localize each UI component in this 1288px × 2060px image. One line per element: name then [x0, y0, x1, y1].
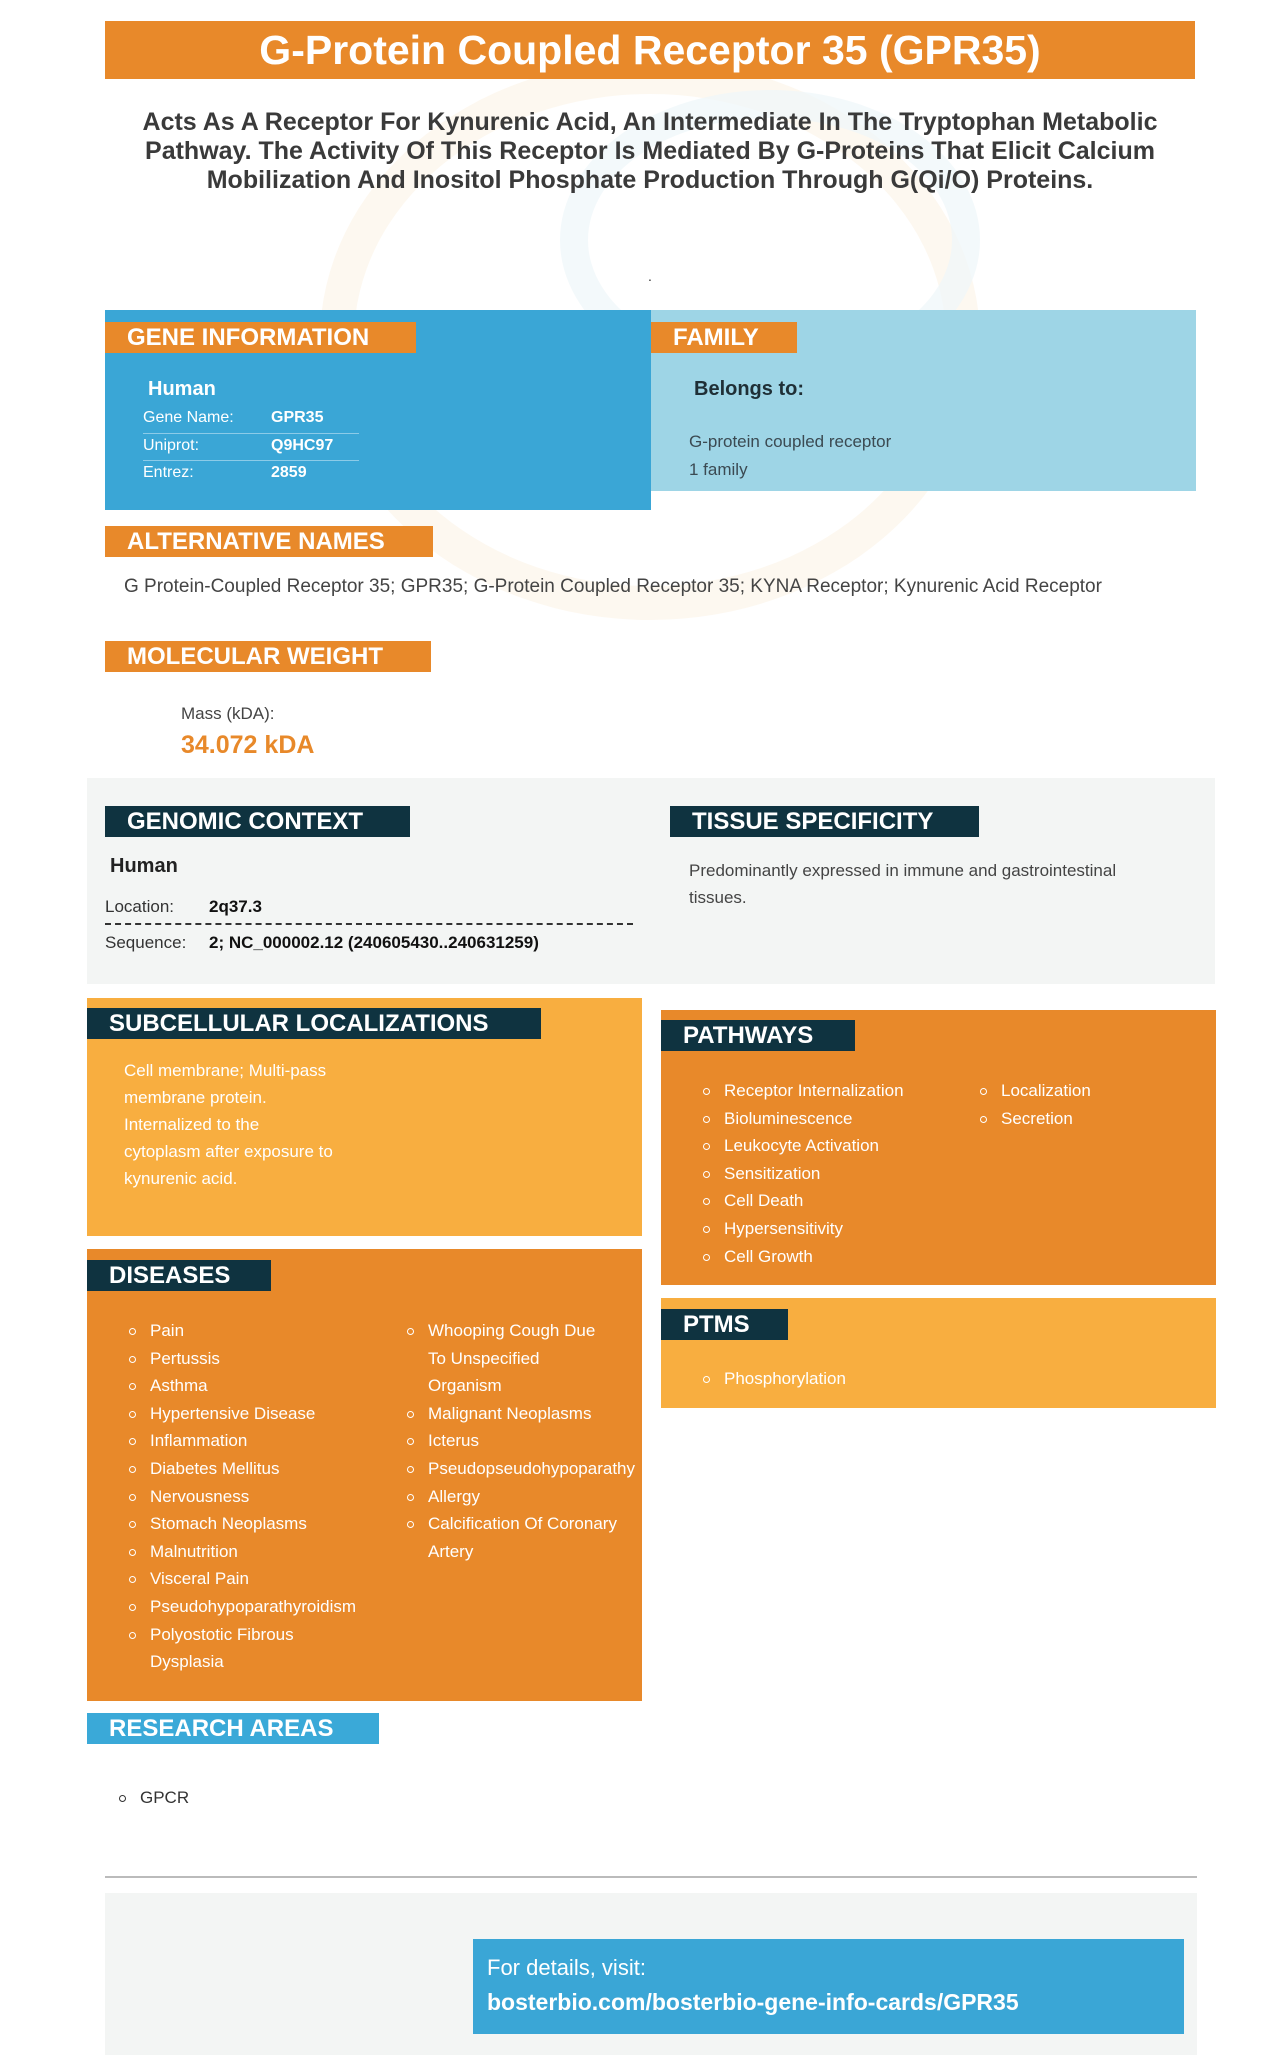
family-line-2: 1 family — [689, 460, 748, 479]
details-label: For details, visit: — [487, 1955, 646, 1980]
disease-item: Nervousness — [126, 1483, 376, 1511]
disease-item: Visceral Pain — [126, 1565, 376, 1593]
sequence-value: 2; NC_000002.12 (240605430..240631259) — [209, 933, 539, 952]
uniprot-value: Q9HC97 — [271, 437, 334, 454]
disease-item: Icterus — [404, 1427, 642, 1455]
family-subheading: Belongs to: — [694, 378, 804, 400]
pathways-list-col2 — [977, 1077, 1091, 1132]
footer-divider — [105, 1876, 1197, 1878]
disease-item: Calcification Of Coronary Artery — [404, 1510, 633, 1565]
tissue-specificity-heading: TISSUE SPECIFICITY — [670, 806, 979, 837]
location-label: Location: — [105, 897, 174, 916]
family-line-1: G-protein coupled receptor — [689, 432, 892, 451]
gene-species: Human — [148, 378, 216, 400]
details-url-link[interactable]: bosterbio.com/bosterbio-gene-info-cards/GPR35 — [487, 1989, 1019, 2015]
location-value: 2q37.3 — [209, 897, 262, 916]
mass-label: Mass (kDA): — [181, 704, 275, 723]
disease-item: Allergy — [404, 1483, 642, 1511]
diseases-list-col1 — [126, 1317, 376, 1676]
disease-item: Pertussis — [126, 1345, 376, 1373]
separator-dot: . — [648, 268, 652, 284]
research-areas-heading: RESEARCH AREAS — [87, 1713, 379, 1744]
gene-name-label: Gene Name: — [143, 409, 234, 426]
pathway-item: Sensitization — [700, 1160, 904, 1188]
sequence-label: Sequence: — [105, 933, 187, 952]
disease-item: Diabetes Mellitus — [126, 1455, 376, 1483]
diseases-list-col2 — [404, 1317, 642, 1565]
disease-item: Inflammation — [126, 1427, 376, 1455]
disease-item: Hypertensive Disease — [126, 1400, 376, 1428]
pathway-item: Cell Growth — [700, 1243, 904, 1271]
diseases-heading: DISEASES — [87, 1260, 271, 1291]
research-areas-list — [116, 1784, 189, 1812]
row-divider — [143, 433, 359, 434]
molecular-weight-heading: MOLECULAR WEIGHT — [105, 641, 431, 672]
mass-value: 34.072 kDA — [181, 731, 315, 759]
pathway-item: Cell Death — [700, 1187, 904, 1215]
research-area-item: GPCR — [116, 1784, 189, 1812]
pathway-item: Secretion — [977, 1105, 1091, 1133]
dashed-divider — [105, 923, 633, 925]
entrez-label: Entrez: — [143, 464, 194, 481]
disease-item: Stomach Neoplasms — [126, 1510, 376, 1538]
subcellular-heading: SUBCELLULAR LOCALIZATIONS — [87, 1008, 541, 1039]
genomic-species: Human — [110, 855, 178, 877]
family-text — [689, 428, 891, 484]
family-heading: FAMILY — [651, 322, 797, 353]
pathway-item: Bioluminescence — [700, 1105, 904, 1133]
page-title: G-Protein Coupled Receptor 35 (GPR35) — [105, 21, 1195, 79]
disease-item: Pain — [126, 1317, 376, 1345]
disease-item: Whooping Cough Due To Unspecified Organism — [404, 1317, 613, 1400]
ptms-list — [700, 1365, 846, 1393]
protein-summary: Acts As A Receptor For Kynurenic Acid, An Intermediate In The Tryptophan Metabolic Pathway. The Activity Of This Receptor Is Mediated By G-Proteins That Elicit Calcium Mobilization And Inositol Phosphate Production Through G(Qi/O) Proteins. — [142, 108, 1158, 194]
disease-item: Malignant Neoplasms — [404, 1400, 642, 1428]
entrez-value: 2859 — [271, 464, 307, 481]
pathways-list-col1 — [700, 1077, 904, 1270]
details-link-box[interactable] — [473, 1939, 1184, 2034]
alternative-names-text: G Protein-Coupled Receptor 35; GPR35; G-Protein Coupled Receptor 35; KYNA Receptor; Kynurenic Acid Receptor — [124, 576, 1102, 597]
gene-name-value: GPR35 — [271, 409, 324, 426]
genomic-context-heading: GENOMIC CONTEXT — [105, 806, 410, 837]
disease-item: Asthma — [126, 1372, 376, 1400]
disease-item: Pseudopseudohypoparathy — [404, 1455, 642, 1483]
pathway-item: Localization — [977, 1077, 1091, 1105]
pathway-item: Receptor Internalization — [700, 1077, 904, 1105]
uniprot-label: Uniprot: — [143, 437, 200, 454]
pathway-item: Hypersensitivity — [700, 1215, 904, 1243]
ptm-item: Phosphorylation — [700, 1365, 846, 1393]
alternative-names-heading: ALTERNATIVE NAMES — [105, 526, 433, 557]
gene-information-heading: GENE INFORMATION — [105, 322, 416, 353]
tissue-specificity-text: Predominantly expressed in immune and gastrointestinal tissues. — [689, 861, 1117, 907]
row-divider — [143, 460, 359, 461]
subcellular-text: Cell membrane; Multi-pass membrane protein. Internalized to the cytoplasm after exposure to kynurenic acid. — [124, 1061, 333, 1188]
disease-item: Malnutrition — [126, 1538, 376, 1566]
ptms-heading: PTMS — [661, 1309, 788, 1340]
disease-item: Polyostotic Fibrous Dysplasia — [126, 1621, 320, 1676]
pathway-item: Leukocyte Activation — [700, 1132, 904, 1160]
pathways-heading: PATHWAYS — [661, 1020, 855, 1051]
disease-item: Pseudohypoparathyroidism — [126, 1593, 376, 1621]
